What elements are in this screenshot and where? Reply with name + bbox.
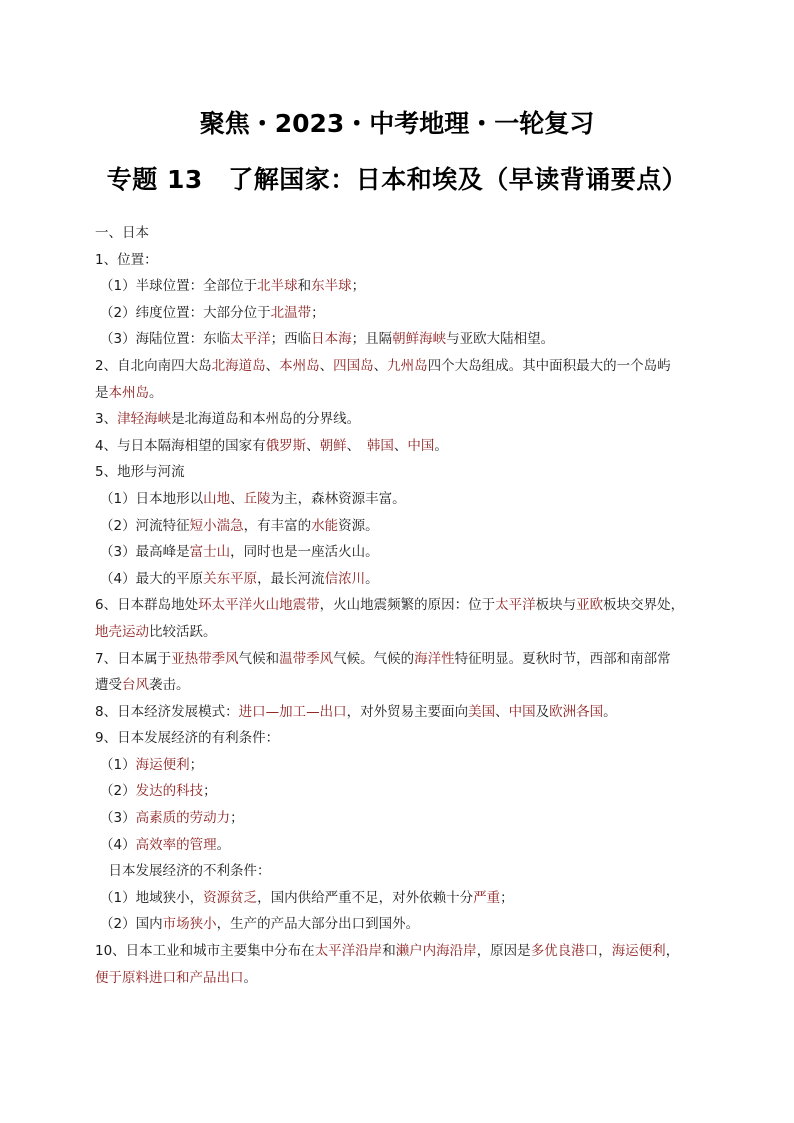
text-line <box>95 459 715 486</box>
text-segment: ，原因是 <box>476 943 531 960</box>
text-line <box>95 911 715 938</box>
text-line <box>95 433 715 460</box>
highlighted-term: 台风 <box>122 677 149 694</box>
text-segment: 板块与 <box>535 597 577 614</box>
text-segment: 、 <box>346 437 367 454</box>
text-segment: 5、地形与河流 <box>95 464 185 481</box>
text-line <box>95 646 715 673</box>
text-segment: 、 <box>373 357 388 374</box>
highlighted-term: 朝鲜海峡 <box>392 331 447 348</box>
text-segment: 日本发展经济的不利条件： <box>95 863 271 880</box>
highlighted-term: 多优良港口 <box>530 943 599 960</box>
text-segment: 与亚欧大陆相望。 <box>446 331 555 348</box>
document-body <box>95 220 715 991</box>
highlighted-term: 太平洋沿岸 <box>314 943 383 960</box>
highlighted-term: 进口—加工—出口 <box>238 703 347 720</box>
text-segment: （3）海陆位置：东临 <box>100 331 231 348</box>
text-segment: ； <box>203 783 217 800</box>
text-segment: 、 <box>265 357 280 374</box>
text-line <box>95 513 715 540</box>
text-segment: 、 <box>393 437 408 454</box>
text-segment: ，有丰富的 <box>243 517 312 534</box>
text-segment: ，火山地震频繁的原因：位于 <box>319 597 496 614</box>
document-title: 聚焦・2023・中考地理・一轮复习 <box>199 109 595 138</box>
highlighted-term: 温带季风 <box>279 650 334 667</box>
text-segment: 。 <box>149 384 163 401</box>
text-segment: （2） <box>100 783 136 800</box>
text-segment: 气候。气候的 <box>333 650 415 667</box>
text-segment: （1）半球位置：全部位于 <box>100 278 258 295</box>
text-segment: 一、日本 <box>95 225 149 241</box>
text-segment: 4、与日本隔海相望的国家有 <box>95 437 266 454</box>
highlighted-term: 九州岛 <box>387 357 428 374</box>
text-segment: ； <box>500 889 514 906</box>
text-segment: 2、自北向南四大岛 <box>95 357 212 374</box>
text-segment: ，最长河流 <box>257 570 325 587</box>
text-line <box>95 619 715 646</box>
text-segment: ，生产的产品大部分出口到国外。 <box>216 916 420 933</box>
text-segment: （4）最大的平原 <box>100 570 204 587</box>
text-line <box>95 699 715 726</box>
highlighted-term: 水能 <box>311 517 339 534</box>
highlighted-term: 亚热带季风 <box>171 650 239 667</box>
text-segment: 9、日本发展经济的有利条件： <box>95 730 280 747</box>
text-segment: （1）地域狭小， <box>100 889 204 906</box>
highlighted-term: 山地 <box>203 490 231 507</box>
highlighted-term: 朝鲜 <box>319 437 347 454</box>
text-segment: 3、 <box>95 411 118 428</box>
text-line <box>95 273 715 300</box>
text-segment: 比较活跃。 <box>149 623 217 640</box>
highlighted-term: 资源贫乏 <box>203 889 258 906</box>
text-segment: ，同时也是一座活火山。 <box>230 544 379 561</box>
text-segment: 1、位置： <box>95 251 158 268</box>
text-segment: （1） <box>100 756 136 773</box>
highlighted-term: 富士山 <box>189 544 231 561</box>
text-line <box>95 672 715 699</box>
text-segment: ；且隔 <box>351 331 393 348</box>
highlighted-term: 俄罗斯 <box>265 437 307 454</box>
highlighted-term: 市场狭小 <box>162 916 217 933</box>
highlighted-term: 北温带 <box>270 304 312 321</box>
text-segment: 、 <box>230 490 244 507</box>
highlighted-term: 严重 <box>473 889 501 906</box>
text-line <box>95 965 715 992</box>
highlighted-term: 亚欧 <box>576 597 604 614</box>
highlighted-term: 本州岛 <box>108 384 149 401</box>
highlighted-term: 海运便利 <box>135 756 190 773</box>
text-segment: 。 <box>243 969 257 986</box>
text-line <box>95 566 715 593</box>
text-segment: 和 <box>297 278 312 295</box>
document-subtitle: 专题 13 了解国家：日本和埃及（早读背诵要点） <box>106 165 688 194</box>
text-segment: （2）国内 <box>100 916 163 933</box>
highlighted-term: 四国岛 <box>333 357 374 374</box>
text-segment: ；西临 <box>270 331 312 348</box>
highlighted-term: 美国 <box>468 703 496 720</box>
highlighted-term: 日本海 <box>311 331 352 348</box>
highlighted-term: 发达的科技 <box>135 783 204 800</box>
text-segment: （3）最高峰是 <box>100 544 190 561</box>
highlighted-term: 中国 <box>508 703 536 720</box>
text-segment: 袭击。 <box>149 677 190 694</box>
highlighted-term: 信浓川 <box>324 570 366 587</box>
text-segment: 10、日本工业和城市主要集中分布在 <box>95 943 315 960</box>
text-segment: ，对外贸易主要面向 <box>346 703 469 720</box>
text-segment: 为主，森林资源丰富。 <box>270 490 406 507</box>
highlighted-term: 濑户内海沿岸 <box>395 943 477 960</box>
text-line <box>95 380 715 407</box>
text-segment: 四个大岛组成。其中面积最大的一个岛屿 <box>427 357 671 374</box>
text-segment: 。 <box>365 570 379 587</box>
text-line <box>95 406 715 433</box>
text-segment: 气候和 <box>238 650 280 667</box>
text-segment: （3） <box>100 810 136 827</box>
highlighted-term: 本州岛 <box>279 357 320 374</box>
text-line <box>95 539 715 566</box>
text-line <box>95 938 715 965</box>
text-line <box>95 832 715 859</box>
text-segment: 、 <box>495 703 509 720</box>
text-line <box>95 486 715 513</box>
text-segment: 资源。 <box>338 517 379 534</box>
text-segment: 8、日本经济发展模式： <box>95 703 239 720</box>
highlighted-term: 津轻海峡 <box>117 411 172 428</box>
text-segment: 是北海道岛和本州岛的分界线。 <box>171 411 361 428</box>
highlighted-term: 高效率的管理 <box>135 836 217 853</box>
text-segment: （1）日本地形以 <box>100 490 204 507</box>
highlighted-term: 高素质的劳动力 <box>135 810 231 827</box>
highlighted-term: 海运便利 <box>611 943 666 960</box>
highlighted-term: 中国 <box>407 437 435 454</box>
text-line <box>95 805 715 832</box>
highlighted-term: 太平洋 <box>495 597 536 614</box>
text-segment: ； <box>189 756 204 773</box>
text-segment: 及 <box>535 703 550 720</box>
highlighted-term: 地壳运动 <box>95 623 149 640</box>
text-segment: ， <box>598 943 612 960</box>
text-line <box>95 858 715 885</box>
text-segment: ， <box>665 943 680 960</box>
text-segment: ； <box>230 810 244 827</box>
highlighted-term: 韩国 <box>366 437 394 454</box>
text-line <box>95 300 715 327</box>
text-segment: 板块交界处， <box>603 597 685 614</box>
highlighted-term: 北海道岛 <box>211 357 266 374</box>
highlighted-term: 北半球 <box>257 278 298 295</box>
text-segment: 、 <box>306 437 320 454</box>
text-line <box>95 778 715 805</box>
text-segment: （4） <box>100 836 136 853</box>
highlighted-term: 环太平洋火山地震带 <box>198 597 320 614</box>
text-line <box>95 220 715 247</box>
text-line <box>95 885 715 912</box>
text-segment: ； <box>351 278 366 295</box>
text-line <box>95 353 715 380</box>
text-segment: 。 <box>434 437 448 454</box>
text-segment: 遭受 <box>95 677 122 694</box>
text-segment: 、 <box>319 357 334 374</box>
text-segment: 。 <box>216 836 231 853</box>
text-segment: 。 <box>603 703 617 720</box>
text-segment: 特征明显。夏秋时节，西部和南部常 <box>454 650 671 667</box>
highlighted-term: 短小湍急 <box>189 517 244 534</box>
text-line <box>95 752 715 779</box>
highlighted-term: 丘陵 <box>243 490 271 507</box>
text-segment: 6、日本群岛地处 <box>95 597 199 614</box>
text-segment: （2）纬度位置：大部分位于 <box>100 304 271 321</box>
text-line <box>95 247 715 274</box>
highlighted-term: 海洋性 <box>414 650 455 667</box>
highlighted-term: 关东平原 <box>203 570 258 587</box>
highlighted-term: 便于原料进口和产品出口 <box>95 969 244 986</box>
highlighted-term: 太平洋 <box>230 331 271 348</box>
text-line <box>95 592 715 619</box>
text-segment: （2）河流特征 <box>100 517 190 534</box>
highlighted-term: 欧洲各国 <box>549 703 604 720</box>
text-segment: 7、日本属于 <box>95 650 172 667</box>
text-line <box>95 326 715 353</box>
text-segment: ； <box>311 304 325 321</box>
highlighted-term: 东半球 <box>311 278 352 295</box>
text-line <box>95 725 715 752</box>
text-segment: ，国内供给严重不足，对外依赖十分 <box>257 889 474 906</box>
text-segment: 是 <box>95 384 109 401</box>
text-segment: 和 <box>382 943 396 960</box>
